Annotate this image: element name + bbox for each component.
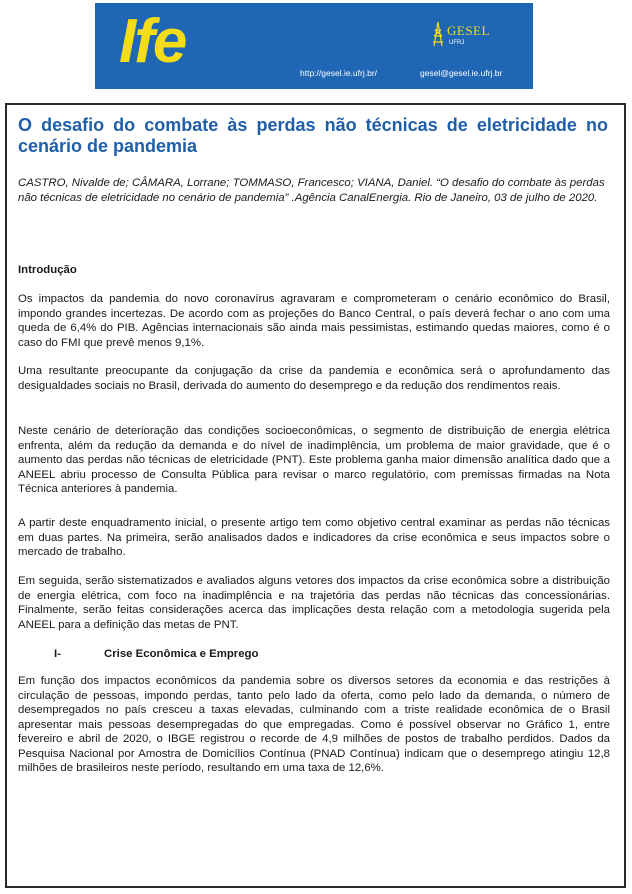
paragraph-1: Os impactos da pandemia do novo coronavírus agravaram e comprometeram o cenário econômico do Brasil, impondo grandes incertezas. De acordo com as projeções do Banco Central, o país deverá fechar o ano com uma queda de 6,4% do PIB. Agências internacionais são ainda mais pessimistas, estimando quedas maiores, como é o caso do FMI que prevê menos 9,1%. bbox=[18, 293, 610, 349]
paragraph-4: A partir deste enquadramento inicial, o presente artigo tem como objetivo central examinar as perdas não técnicas em duas partes. Na primeira, serão analisados dados e indicadores da crise econômica e seus impactos sobre o mercado de trabalho. bbox=[18, 517, 610, 558]
article-citation: CASTRO, Nivalde de; CÂMARA, Lorrane; TOMMASO, Francesco; VIANA, Daniel. “O desafio do combate às perdas não técnicas de eletricidade no cenário de pandemia” .Agência CanalEnergia. Rio de Janeiro, 03 de julho de 2020. bbox=[18, 177, 605, 204]
gesel-sub: UFRJ bbox=[449, 40, 465, 46]
article-title: O desafio do combate às perdas não técnicas de eletricidade no cenário de pandemia bbox=[18, 115, 608, 156]
intro-heading: Introdução bbox=[18, 264, 77, 276]
section-number: I- bbox=[54, 648, 61, 660]
section-paragraph: Em função dos impactos econômicos da pandemia sobre os diversos setores da economia e das restrições à circulação de pessoas, impondo perdas, tanto pelo lado da oferta, como pelo lado da demanda, o número de desempregados no país cresceu a taxas elevadas, culminando com a triste realidade econômica de o Brasil apresentar mais pessoas desempregadas do que empregadas. Como é possível observar no Gráfico 1, entre fevereiro e abril de 2020, o IBGE registrou o recorde de 4,9 milhões de postos de trabalho perdidos. Dados da Pesquisa Nacional por Amostra de Domicílios Contínua (PNAD Contínua) indicam que o desemprego atingiu 12,8 milhões de brasileiros neste período, resultando em uma taxa de 12,6%. bbox=[18, 675, 610, 774]
section-title: Crise Econômica e Emprego bbox=[104, 648, 259, 660]
paragraph-3: Neste cenário de deterioração das condições socioeconômicas, o segmento de distribuição de energia elétrica enfrenta, além da redução da demanda e do nível de inadimplência, um problema de maior gravidade, que é o aumento das perdas não técnicas de eletricidade (PNT). Este problema ganha maior dimensão analítica dado que a ANEEL abriu processo de Consulta Pública para revisar o marco regulatório, com premissas firmadas na Nota Técnica anteriores à pandemia. bbox=[18, 425, 610, 495]
email-link[interactable]: gesel@gesel.ie.ufrj.br bbox=[420, 68, 503, 78]
ife-logo: Ife bbox=[119, 7, 186, 76]
tower-icon bbox=[431, 21, 445, 47]
site-url-link[interactable]: http://gesel.ie.ufrj.br/ bbox=[300, 68, 378, 78]
paragraph-5: Em seguida, serão sistematizados e avaliados alguns vetores dos impactos da crise econômica sobre a distribuição de energia elétrica, com foco na inadimplência e na trajetória das perdas não técnicas das concessionárias. Finalmente, serão feitas considerações acerca das implicações desta relação com a metodologia sugerida pela ANEEL para a definição das metas de PNT. bbox=[18, 575, 610, 631]
paragraph-2: Uma resultante preocupante da conjugação da crise da pandemia e econômica será o aprofundamento das desigualdades sociais no Brasil, derivada do aumento do desemprego e da redução dos rendimentos reais. bbox=[18, 365, 610, 392]
gesel-name: GESEL bbox=[447, 23, 490, 38]
header-banner bbox=[95, 3, 533, 89]
